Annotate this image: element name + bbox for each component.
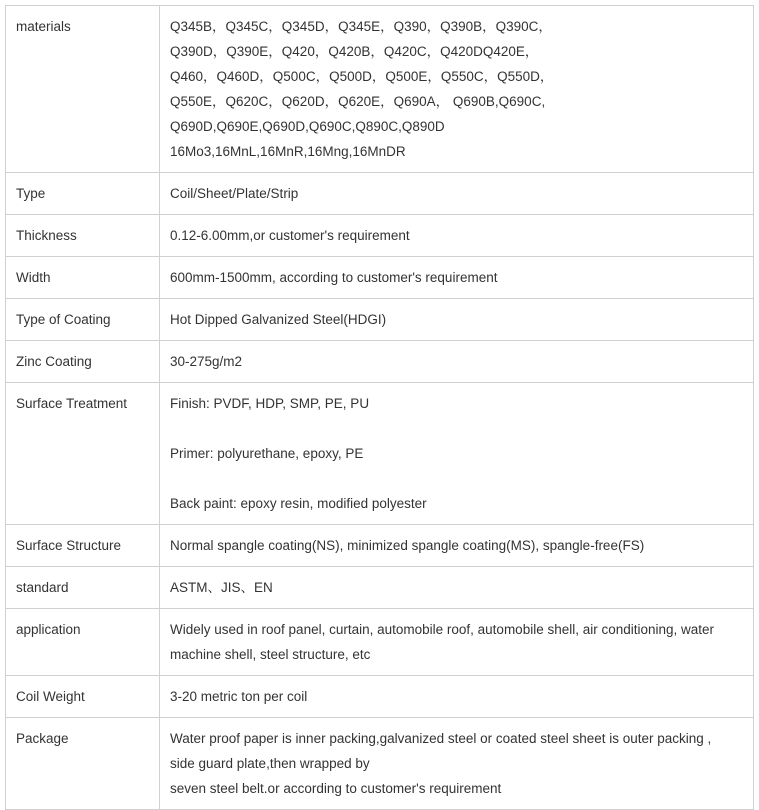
- value-line: Back paint: epoxy resin, modified polyester: [170, 496, 427, 511]
- value-line: 600mm-1500mm, according to customer's requirement: [170, 270, 498, 285]
- table-row: [6, 6, 754, 173]
- value-line: Q550E，Q620C，Q620D，Q620E，Q690A， Q690B,Q690C,: [170, 94, 546, 109]
- row-value: [160, 299, 754, 341]
- row-value: [160, 173, 754, 215]
- row-label: Surface Structure: [6, 525, 160, 567]
- row-value: [160, 383, 754, 525]
- value-line: Normal spangle coating(NS), minimized spangle coating(MS), spangle-free(FS): [170, 538, 645, 553]
- table-row: [6, 299, 754, 341]
- table-row: [6, 718, 754, 810]
- row-label: Type of Coating: [6, 299, 160, 341]
- row-label: Package: [6, 718, 160, 810]
- row-value: [160, 609, 754, 676]
- table-row: [6, 567, 754, 609]
- value-line: 0.12-6.00mm,or customer's requirement: [170, 228, 410, 243]
- row-label: Coil Weight: [6, 676, 160, 718]
- value-line: ASTM、JIS、EN: [170, 580, 273, 595]
- value-line: Widely used in roof panel, curtain, automobile roof, automobile shell, air conditioning, water: [170, 622, 715, 637]
- row-value: [160, 341, 754, 383]
- row-label: standard: [6, 567, 160, 609]
- value-line: Coil/Sheet/Plate/Strip: [170, 186, 299, 201]
- row-label: Thickness: [6, 215, 160, 257]
- row-label: Zinc Coating: [6, 341, 160, 383]
- row-value: [160, 567, 754, 609]
- value-line: 30-275g/m2: [170, 354, 243, 369]
- row-label: Type: [6, 173, 160, 215]
- table-row: [6, 383, 754, 525]
- value-line: Q345B，Q345C，Q345D，Q345E，Q390，Q390B，Q390C，: [170, 19, 552, 34]
- row-value: [160, 215, 754, 257]
- spec-table: [5, 5, 754, 810]
- table-row: [6, 257, 754, 299]
- value-line: Q690D,Q690E,Q690D,Q690C,Q890C,Q890D: [170, 119, 445, 134]
- value-line: Primer: polyurethane, epoxy, PE: [170, 446, 364, 461]
- value-line: seven steel belt.or according to customer's requirement: [170, 781, 502, 796]
- value-line: 3-20 metric ton per coil: [170, 689, 308, 704]
- value-line: Finish: PVDF, HDP, SMP, PE, PU: [170, 396, 370, 411]
- value-line: side guard plate,then wrapped by: [170, 756, 370, 771]
- value-line: [170, 416, 743, 441]
- table-row: [6, 676, 754, 718]
- table-row: [6, 609, 754, 676]
- spec-table-body: [6, 6, 754, 810]
- row-label: Surface Treatment: [6, 383, 160, 525]
- value-line: 16Mo3,16MnL,16MnR,16Mng,16MnDR: [170, 144, 406, 159]
- value-line: [170, 466, 743, 491]
- row-label: materials: [6, 6, 160, 173]
- row-value: [160, 525, 754, 567]
- value-line: Hot Dipped Galvanized Steel(HDGI): [170, 312, 387, 327]
- row-value: [160, 718, 754, 810]
- row-value: [160, 6, 754, 173]
- table-row: [6, 173, 754, 215]
- row-value: [160, 257, 754, 299]
- table-row: [6, 525, 754, 567]
- row-value: [160, 676, 754, 718]
- row-label: application: [6, 609, 160, 676]
- value-line: Water proof paper is inner packing,galvanized steel or coated steel sheet is outer packing ,: [170, 731, 712, 746]
- table-row: [6, 341, 754, 383]
- value-line: Q390D，Q390E，Q420，Q420B，Q420C，Q420DQ420E，: [170, 44, 539, 59]
- value-line: Q460，Q460D，Q500C，Q500D，Q500E，Q550C，Q550D，: [170, 69, 554, 84]
- value-line: machine shell, steel structure, etc: [170, 647, 371, 662]
- row-label: Width: [6, 257, 160, 299]
- table-row: [6, 215, 754, 257]
